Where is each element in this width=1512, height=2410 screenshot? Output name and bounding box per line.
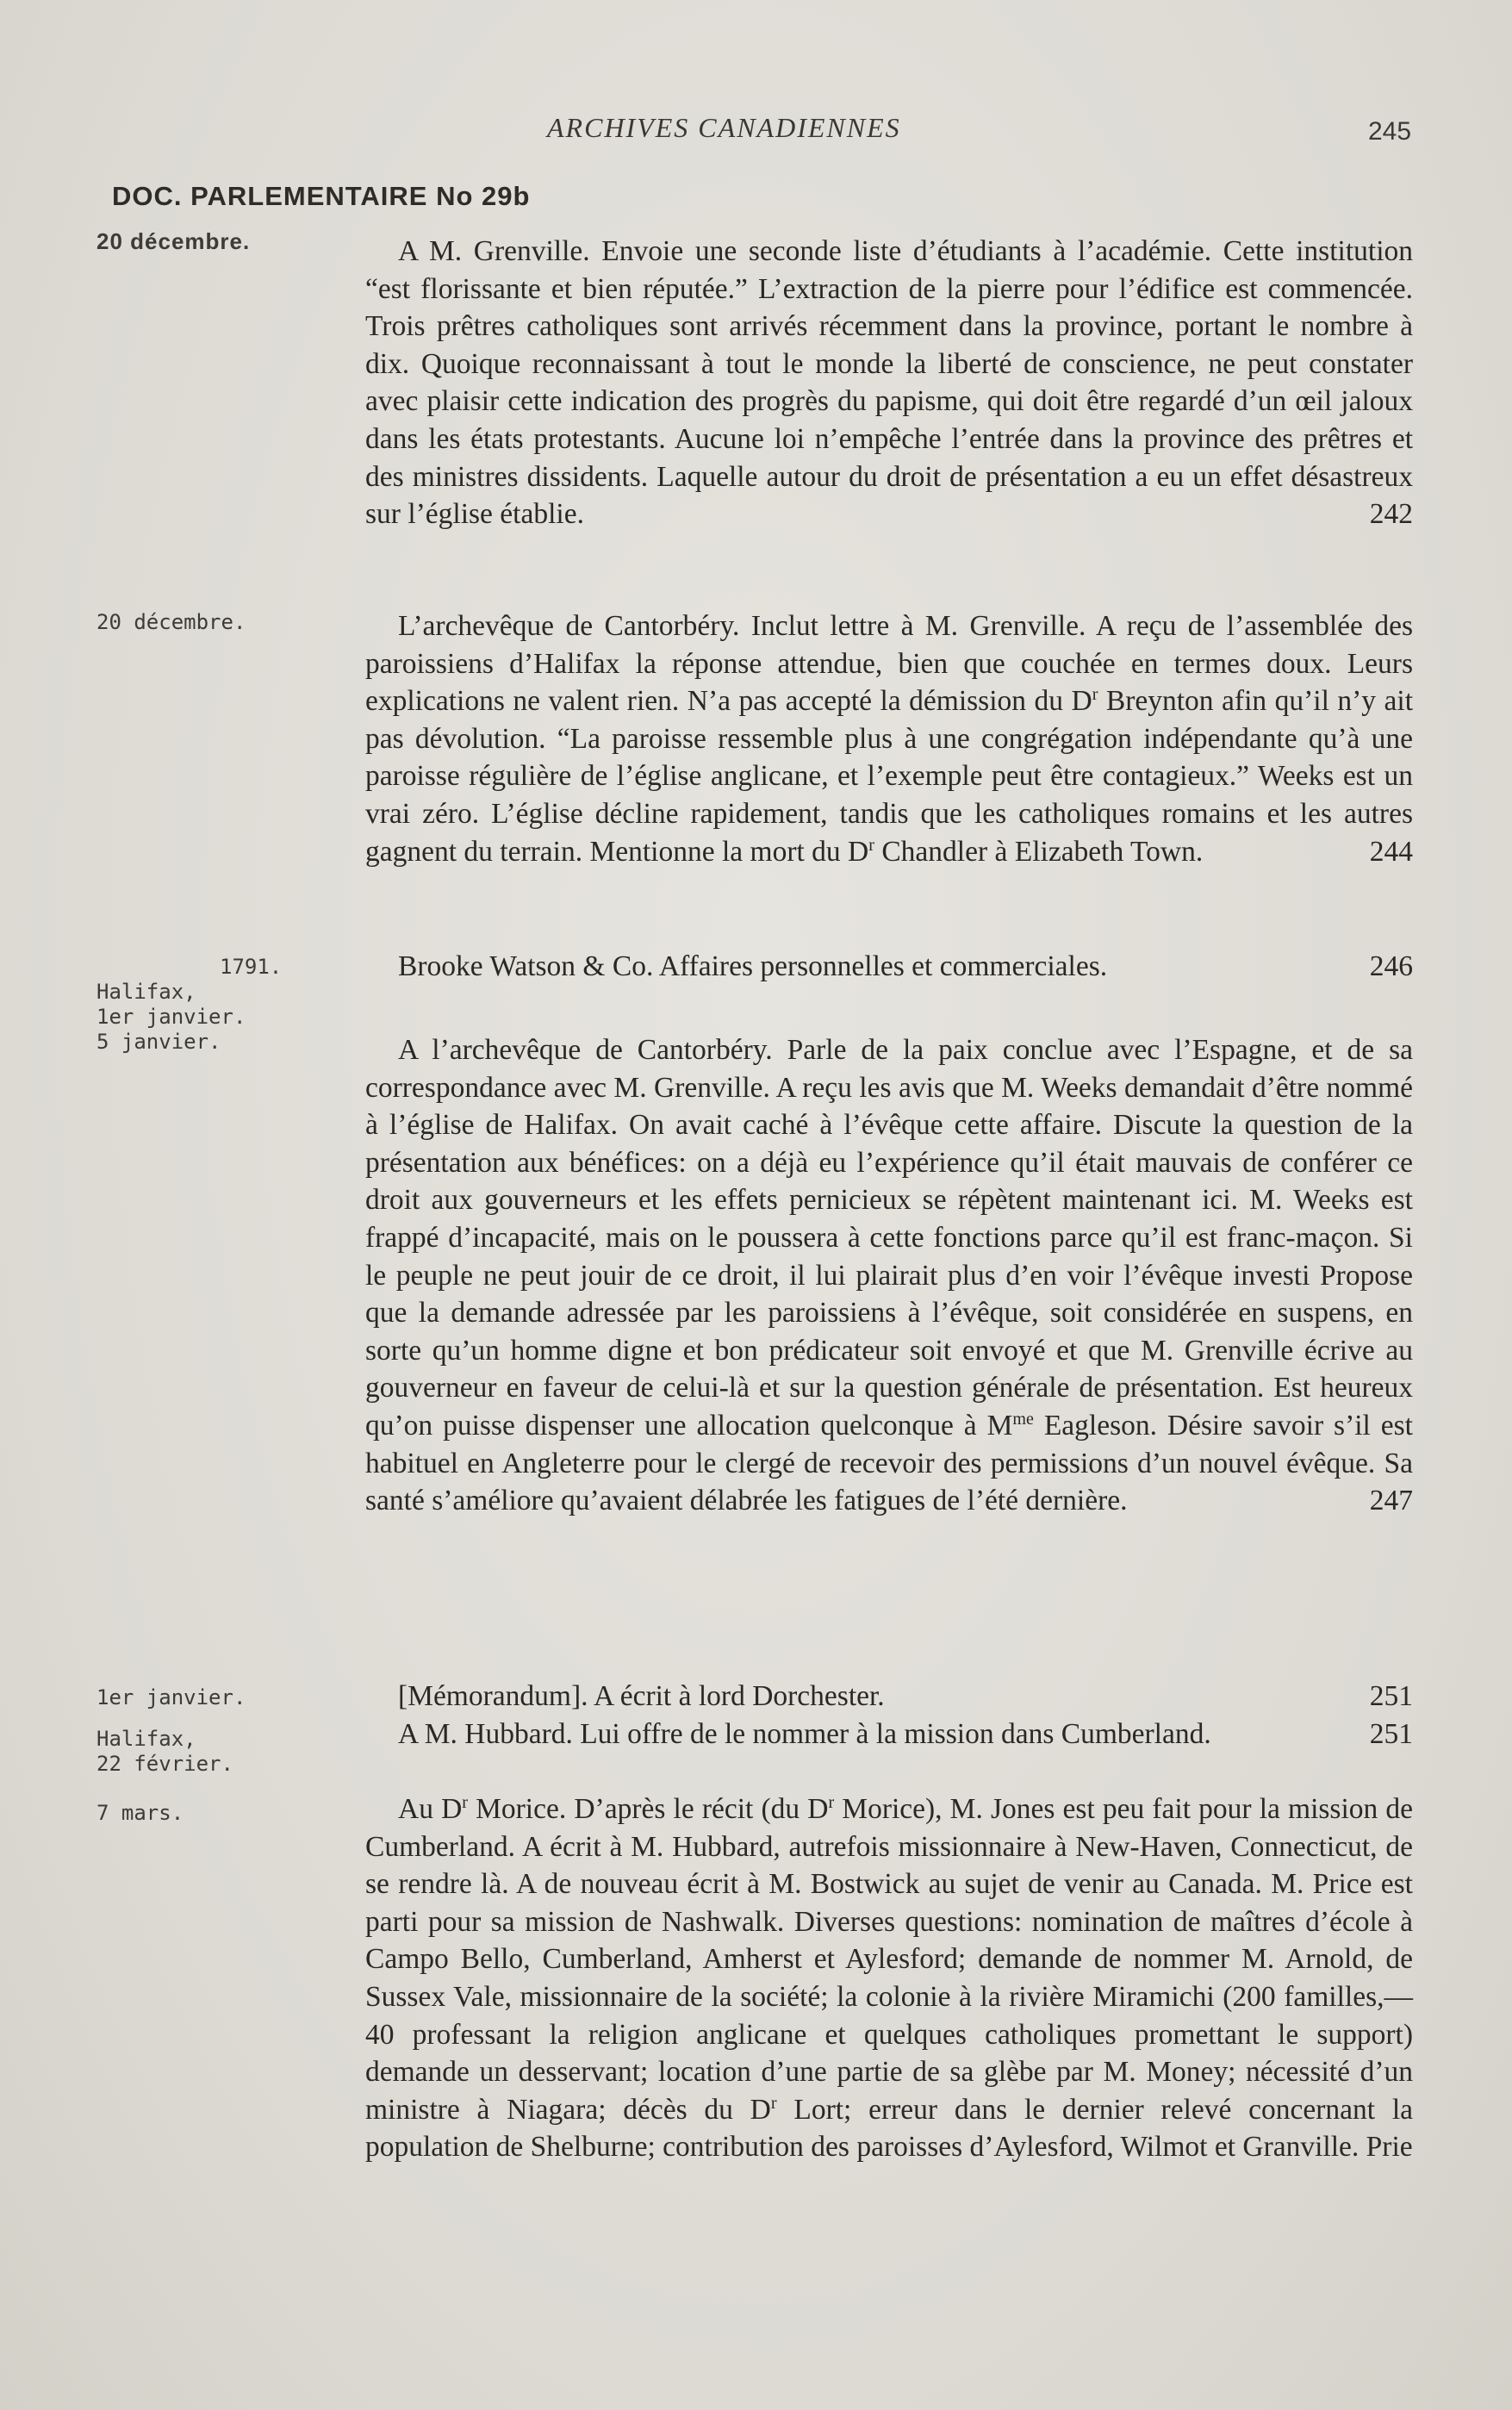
entry-text: Eagleson. Désire savoir s’il est habituel en Angleterre pour le clergé de recevoir des permissions d’un nouvel évêque. Sa santé s’améliore qu’avaient délabrée les fatigues de l’été dernière. bbox=[365, 1409, 1413, 1517]
entry-5 bbox=[365, 1678, 1413, 1716]
margin-date-1: 20 décembre. bbox=[96, 228, 251, 254]
superscript: r bbox=[462, 1792, 468, 1812]
entry-3 bbox=[365, 948, 1413, 986]
entry-1 bbox=[365, 233, 1413, 533]
entry-text: Au D bbox=[398, 1793, 463, 1825]
superscript: r bbox=[868, 835, 874, 855]
entry-2 bbox=[365, 607, 1413, 870]
entry-4 bbox=[365, 1031, 1413, 1520]
margin-note-6 bbox=[96, 1727, 286, 1777]
page-number: 245 bbox=[1368, 117, 1412, 146]
margin-date-4: 5 janvier. bbox=[96, 1030, 221, 1054]
page-reference: 246 bbox=[1369, 950, 1413, 982]
entry-text: Lort; erreur dans le dernier relevé concernant la population de Shelburne; contribution des paroisses d’Aylesford, Wilmot et Granville. Prie bbox=[365, 2093, 1414, 2164]
entry-7 bbox=[365, 1790, 1413, 2166]
entry-text: Morice. D’après le récit (du D bbox=[467, 1793, 829, 1825]
superscript: r bbox=[770, 2093, 777, 2113]
superscript: r bbox=[828, 1792, 835, 1812]
margin-date-7: 7 mars. bbox=[96, 1801, 184, 1825]
entry-text: Chandler à Elizabeth Town. bbox=[874, 835, 1204, 868]
margin-place: Halifax, bbox=[96, 1727, 196, 1751]
margin-date-5: 1er janvier. bbox=[96, 1685, 246, 1709]
margin-year: 1791. bbox=[220, 955, 283, 979]
entry-text: A l’archevêque de Cantorbéry. Parle de la paix conclue avec l’Espagne, et de sa correspondance avec M. Grenville. A reçu les avis que M. Weeks demandait d’être nommé à l’église de Halifax. On avait caché à l’évêque cette affaire. Discute la question de la présentation aux bénéfices: on a déjà eu l’expérience qu’il était mauvais de conférer ce droit aux gouverneurs et les effets pernicieux se répètent maintenant ici. M. Weeks est frappé d’incapacité, mais on le poussera à cette fonctions parce qu’il est franc-maçon. Si le peuple ne peut jouir de ce droit, il lui plairait plus d’en voir l’évêque investi Propose que la demande adressée par les paroissiens à l’évêque, soit considérée en suspens, en sorte qu’un homme digne et bon prédicateur soit envoyé et que M. Grenville écrive au gouverneur en faveur de celui-là et sur la question générale de présentation. Est heureux qu’on puisse dispenser une allocation quelconque à M bbox=[365, 1034, 1413, 1442]
entry-text: L’archevêque de Cantorbéry. Inclut lettre à M. Grenville. A reçu de l’assemblée des paroissiens d’Halifax la réponse attendue, bien que couchée en termes doux. Leurs explications ne valent rien. N’a pas accepté la démission du D bbox=[365, 610, 1413, 718]
page-reference: 251 bbox=[1369, 1718, 1413, 1750]
page-reference: 242 bbox=[1369, 498, 1413, 531]
margin-place: Halifax, bbox=[96, 980, 196, 1004]
entry-6 bbox=[365, 1716, 1413, 1753]
superscript: me bbox=[1012, 1409, 1034, 1429]
entry-text: Brooke Watson & Co. Affaires personnelles et commerciales. bbox=[398, 950, 1108, 982]
margin-date: 1er janvier. bbox=[96, 1005, 246, 1029]
margin-date-2: 20 décembre. bbox=[96, 610, 246, 634]
entry-text: A M. Grenville. Envoie une seconde liste d’étudiants à l’académie. Cette institution “est florissante et bien réputée.” L’extraction de la pierre pour l’édifice est commencée. Trois prêtres catholiques sont arrivés récemment dans la province, portant le nombre à dix. Quoique reconnaissant à tout le monde la liberté de conscience, ne peut constater avec plaisir cette indication des progrès du papisme, qui doit être regardé d’un œil jaloux dans les états protestants. Aucune loi n’empêche l’entrée dans la province des prêtres et des ministres dissidents. Laquelle autour du droit de présentation a eu un effet désastreux sur l’église établie. bbox=[365, 235, 1413, 531]
page-reference: 244 bbox=[1369, 835, 1413, 868]
entry-text: A M. Hubbard. Lui offre de le nommer à la mission dans Cumberland. bbox=[398, 1718, 1211, 1750]
entry-text: Morice), M. Jones est peu fait pour la mission de Cumberland. A écrit à M. Hubbard, autrefois missionnaire à New-Haven, Connecticut, de se rendre là. A de nouveau écrit à M. Bostwick au sujet de venir au Canada. M. Price est parti pour sa mission de Nashwalk. Diverses questions: nomination de maîtres d’école à Campo Bello, Cumberland, Amherst et Aylesford; demande de nommer M. Arnold, de Sussex Vale, missionnaire de la société; la colonie à la rivière Miramichi (200 familles,—40 professant la religion anglicane et quelques catholiques promettant le support) demande un desservant; location d’une partie de sa glèbe par M. Money; nécessité d’un ministre à Niagara; décès du D bbox=[365, 1793, 1414, 2126]
margin-date: 22 février. bbox=[96, 1752, 233, 1776]
page-reference: 251 bbox=[1369, 1680, 1413, 1712]
superscript: r bbox=[1092, 685, 1098, 705]
entry-text: Breynton afin qu’il n’y ait pas dévolution. “La paroisse ressemble plus à une congrégation indépendante qu’à une paroisse régulière de l’église anglicane, et l’exemple peut être contagieux.” Weeks est un vrai zéro. L’église décline rapidement, tandis que les catholiques romains et les autres gagnent du terrain. Mentionne la mort du D bbox=[365, 685, 1413, 868]
page-reference: 247 bbox=[1369, 1485, 1413, 1517]
entry-text: [Mémorandum]. A écrit à lord Dorchester. bbox=[398, 1680, 885, 1712]
document-label: DOC. PARLEMENTAIRE No 29b bbox=[112, 181, 531, 211]
running-title: ARCHIVES CANADIENNES bbox=[547, 112, 901, 143]
margin-note-3 bbox=[96, 955, 286, 1055]
